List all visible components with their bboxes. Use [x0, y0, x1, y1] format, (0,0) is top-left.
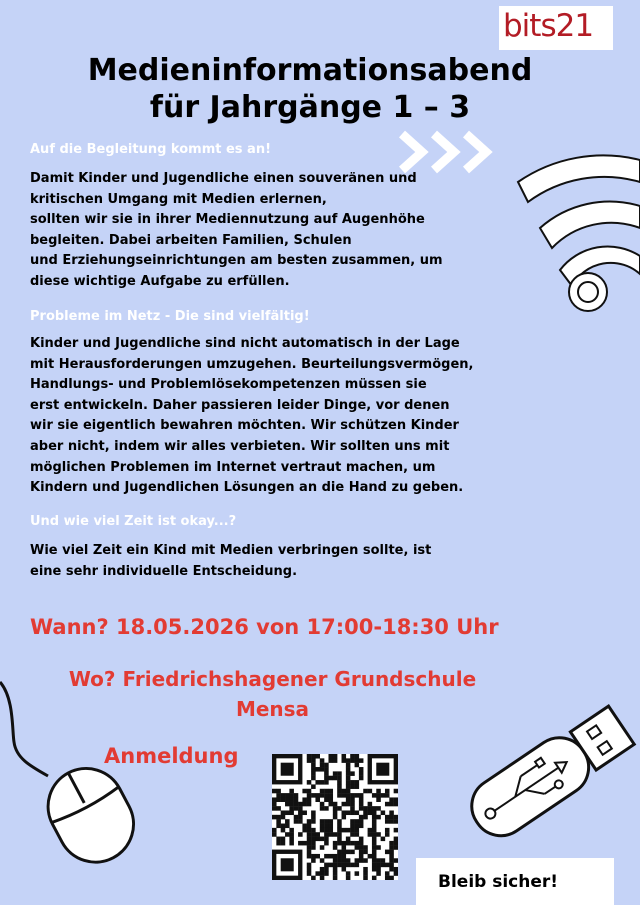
section-text: Wie viel Zeit ein Kind mit Medien verbringen sollte, ist eine sehr individuelle Entscheidung. — [30, 543, 432, 579]
stay-safe-box — [416, 858, 614, 905]
computer-mouse-icon — [0, 680, 140, 870]
section-text: Kinder und Jugendliche sind nicht automatisch in der Lage mit Herausforderungen umzugehen. Beurteilungsvermögen, Handlungs- und Problemlösekompetenzen müssen sie erst entwickeln. Daher passieren leider Dinge, vor denen wir sie eigentlich bewahren möchten. Wir schützen Kinder aber nicht, indem wir alles verbieten. Wir sollten uns mit möglichen Problemen im Internet vertraut machen, um Kindern und Jugendlichen Lösungen an die Hand zu geben. — [30, 336, 474, 496]
logo-text: bits21 — [503, 8, 594, 44]
section-heading: Auf die Begleitung kommt es an! — [30, 142, 272, 157]
wifi-icon — [500, 150, 640, 315]
usb-stick-icon — [448, 700, 640, 850]
title-line-2: für Jahrgänge 1 – 3 — [149, 90, 471, 125]
location-line-1: Wo? Friedrichshagener Grundschule — [68, 667, 477, 691]
section-heading: Und wie viel Zeit ist okay...? — [30, 514, 237, 529]
stay-safe-text: Bleib sicher! — [438, 872, 559, 892]
registration-label: Anmeldung — [104, 744, 239, 768]
page-title — [0, 52, 620, 126]
section-heading: Probleme im Netz - Die sind vielfältig! — [30, 309, 310, 324]
location-line-2: Mensa — [235, 697, 310, 721]
qr-code-icon[interactable] — [272, 754, 398, 880]
section-text: Damit Kinder und Jugendliche einen souveränen und kritischen Umgang mit Medien erlernen, sollten wir sie in ihrer Mediennutzung auf Augenhöhe begleiten. Dabei arbeiten Familien, Schulen und Erziehungseinrichtungen am besten zusammen, um diese wichtige Aufgabe zu erfüllen. — [30, 171, 443, 289]
event-date: Wann? 18.05.2026 von 17:00-18:30 Uhr — [30, 615, 499, 639]
title-line-1: Medieninformationsabend — [87, 53, 533, 88]
bits21-logo — [499, 6, 613, 50]
